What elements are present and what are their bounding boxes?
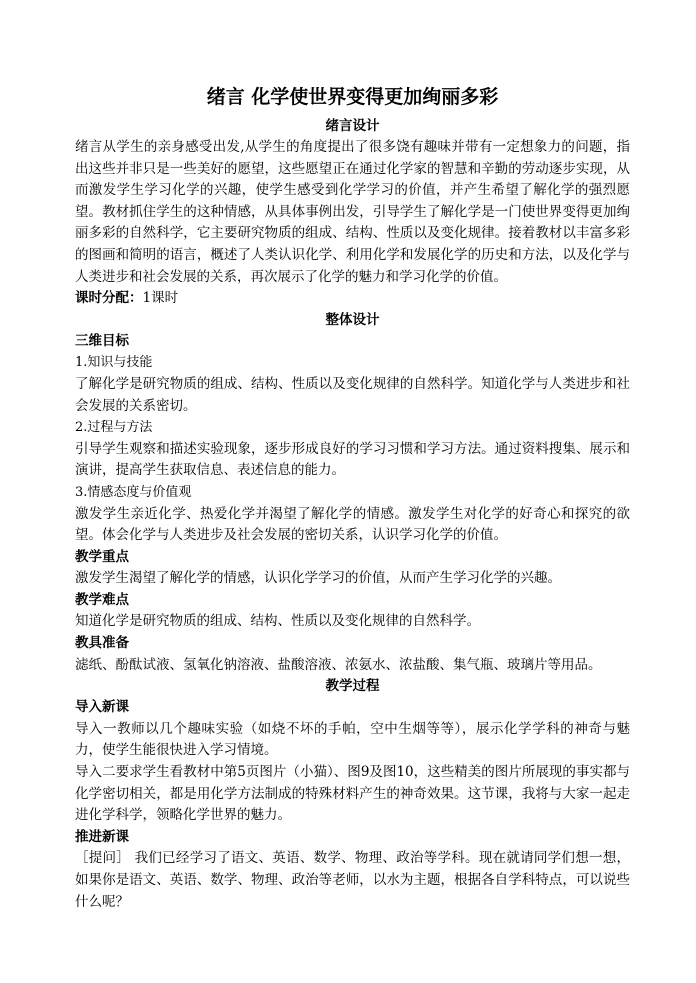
intro-option-2: 导入二要求学生看教材中第5页图片（小猫）、图9及图10，这些精美的图片所展现的事实都与化学密切相关，都是用化学方法制成的特殊材料产生的神奇效果。这节课，我将与大家一起走进化学科学，领略化学世界的魅力。 [75,764,630,824]
advance-lesson-heading: 推进新课 [75,828,129,845]
class-hours-label: 课时分配： [75,290,143,307]
intro-lesson-heading: 导入新课 [75,699,129,716]
intro-design-heading: 绪言设计 [325,118,380,134]
difficult-points-text: 知道化学是研究物质的组成、结构、性质以及变化规律的自然科学。 [75,613,480,630]
question-paragraph: ［提问］ 我们已经学习了语文、英语、数学、物理、政治等学科。现在就请同学们想一想，如果你是语文、英语、数学、物理、政治等老师，以水为主题，根据各自学科特点，可以说些什么呢？ [75,850,630,910]
objective-3-text: 激发学生亲近化学、热爱化学并渴望了解化学的情感。激发学生对化学的好奇心和探究的欲望。体会化学与人类进步及社会发展的密切关系，认识学习化学的价值。 [75,505,630,544]
objective-1-text: 了解化学是研究物质的组成、结构、性质以及变化规律的自然科学。知道化学与人类进步和社会发展的关系密切。 [75,375,630,414]
overall-design-heading: 整体设计 [325,311,380,328]
objective-3-title: 3.情感态度与价值观 [75,484,192,500]
intro-design-paragraph: 绪言从学生的亲身感受出发,从学生的角度提出了很多饶有趣味并带有一定想象力的问题，指出这些并非只是一些美好的愿望，这些愿望正在通过化学家的智慧和辛勤的劳动逐步实现，从而激发学生学习化学的兴趣，使学生感受到化学学习的价值，并产生希望了解化学的强烈愿望。教材抓住学生的这种情感，从具体事例出发，引导学生了解化学是一门使世界变得更加绚丽多彩的自然科学，它主要研究物质的组成、结构、性质以及变化规律。接着教材以丰富多彩的图画和简明的语言，概述了人类认识化学、利用化学和发展化学的历史和方法，以及化学与人类进步和社会发展的关系，再次展示了化学的魅力和学习化学的价值。 [75,139,630,285]
difficult-points-heading: 教学难点 [75,591,129,608]
document-title: 绪言 化学使世界变得更加绚丽多彩 [206,86,499,108]
key-points-heading: 教学重点 [75,548,129,565]
materials-text: 滤纸、酚酞试液、氢氧化钠溶液、盐酸溶液、浓氨水、浓盐酸、集气瓶、玻璃片等用品。 [75,656,602,673]
materials-heading: 教具准备 [75,635,129,652]
key-points-text: 激发学生渴望了解化学的情感，认识化学学习的价值，从而产生学习化学的兴趣。 [75,570,561,587]
objective-1-title: 1.知识与技能 [75,355,153,371]
objective-2-title: 2.过程与方法 [75,420,153,436]
teaching-process-heading: 教学过程 [325,678,380,695]
intro-option-1: 导入一教师以几个趣味实验（如烧不坏的手帕，空中生烟等等），展示化学学科的神奇与魅力，使学生能很快进入学习情境。 [75,720,630,759]
objective-2-text: 引导学生观察和描述实验现象，逐步形成良好的学习习惯和学习方法。通过资料搜集、展示和演讲，提高学生获取信息、表述信息的能力。 [75,440,630,479]
objectives-heading: 三维目标 [75,332,129,349]
class-hours-value: 1课时 [142,290,179,307]
class-hours-line [75,288,630,310]
